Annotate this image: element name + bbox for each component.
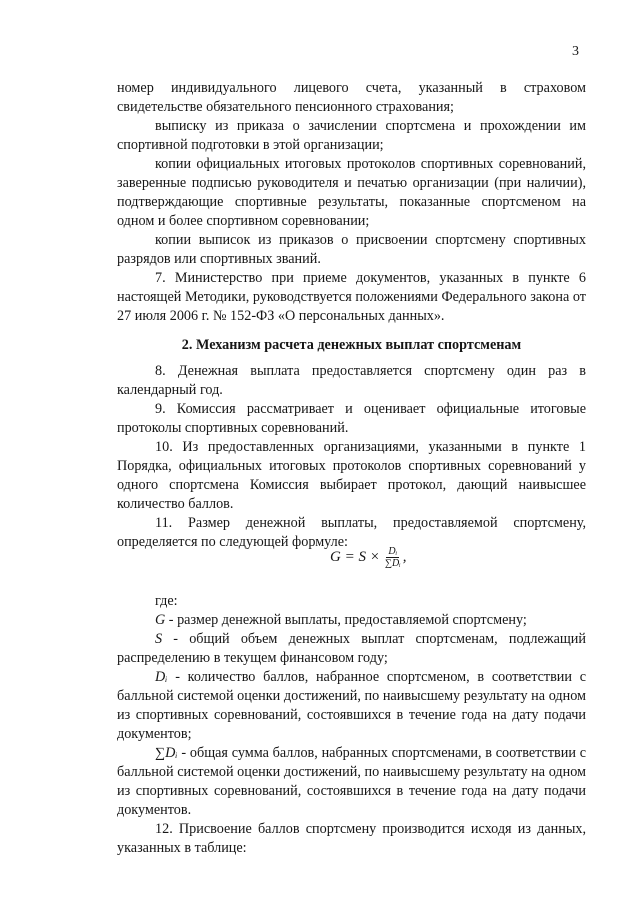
formula-tail: , xyxy=(402,549,407,565)
paragraph-item-10: 10. Из предоставленных организациями, указанными в пункте 1 Порядка, официальных итоговых протоколов спортивных соревнований у одного спортсмена Комиссия выбирает протокол, дающий наивысшее количество баллов. xyxy=(117,439,586,512)
where-label: где: xyxy=(155,593,178,609)
paragraph-item-7: 7. Министерство при приеме документов, указанных в пункте 6 настоящей Методики, руководствуется положениями Федерального закона от 27 июля 2006 г. № 152-ФЗ «О персональных данных». xyxy=(117,270,586,324)
definition-text: - размер денежной выплаты, предоставляемой спортсмену; xyxy=(165,612,527,628)
paragraph: копии официальных итоговых протоколов спортивных соревнований, заверенные подписью руководителя и печатью организации (при наличии), подтверждающие спортивные результаты, показанные спортсменом на одном и более спортивном соревновании; xyxy=(117,156,586,229)
page-number: 3 xyxy=(572,44,579,59)
definition-text: - общий объем денежных выплат спортсменам, подлежащий распределению в текущем финансовом году; xyxy=(117,631,586,666)
paragraph: копии выписок из приказов о присвоении спортсмену спортивных разрядов или спортивных званий. xyxy=(117,232,586,267)
section-heading: 2. Механизм расчета денежных выплат спортсменам xyxy=(181,337,522,353)
definition-symbol: S xyxy=(155,631,163,647)
definition-di xyxy=(117,668,586,744)
formula-numerator: Dᵢ xyxy=(388,546,398,557)
paragraph: номер индивидуального лицевого счета, указанный в страховом свидетельстве обязательного пенсионного страхования; xyxy=(117,80,586,115)
definition-symbol: ∑Dᵢ xyxy=(155,745,178,761)
definition-text: - общая сумма баллов, набранных спортсменами, в соответствии с балльной системой оценки достижений, по наивысшему результату на одном из спортивных соревнований, состоявшихся в течение года на дату подачи документов. xyxy=(117,745,586,818)
paragraph-item-8: 8. Денежная выплата предоставляется спортсмену один раз в календарный год. xyxy=(117,363,586,398)
payment-formula xyxy=(330,546,407,569)
definition-symbol: G xyxy=(155,612,166,628)
definition-s xyxy=(117,630,586,668)
paragraph: выписку из приказа о зачислении спортсмена и прохождении им спортивной подготовки в этой организации; xyxy=(117,118,586,153)
top-paragraphs xyxy=(117,79,586,326)
definition-sum-di xyxy=(117,744,586,820)
paragraph-item-12: 12. Присвоение баллов спортсмену производится исходя из данных, указанных в таблице: xyxy=(117,821,586,856)
formula-denominator: ∑Dᵢ xyxy=(384,558,401,569)
definition-g xyxy=(117,611,586,630)
formula-fraction xyxy=(383,546,403,569)
paragraph-item-11: 11. Размер денежной выплаты, предоставляемой спортсмену, определяется по следующей формуле: xyxy=(117,515,586,550)
definitions-block xyxy=(117,592,586,858)
mid-paragraphs xyxy=(117,362,586,552)
definition-symbol: Dᵢ xyxy=(155,669,168,685)
formula-lhs: G = S × xyxy=(330,549,380,565)
definition-text: - количество баллов, набранное спортсменом, в соответствии с балльной системой оценки достижений, по наивысшему результату на одном из спортивных соревнований, состоявшихся в течение года на дату подачи документов; xyxy=(117,669,586,742)
paragraph-item-9: 9. Комиссия рассматривает и оценивает официальные итоговые протоколы спортивных соревнований. xyxy=(117,401,586,436)
